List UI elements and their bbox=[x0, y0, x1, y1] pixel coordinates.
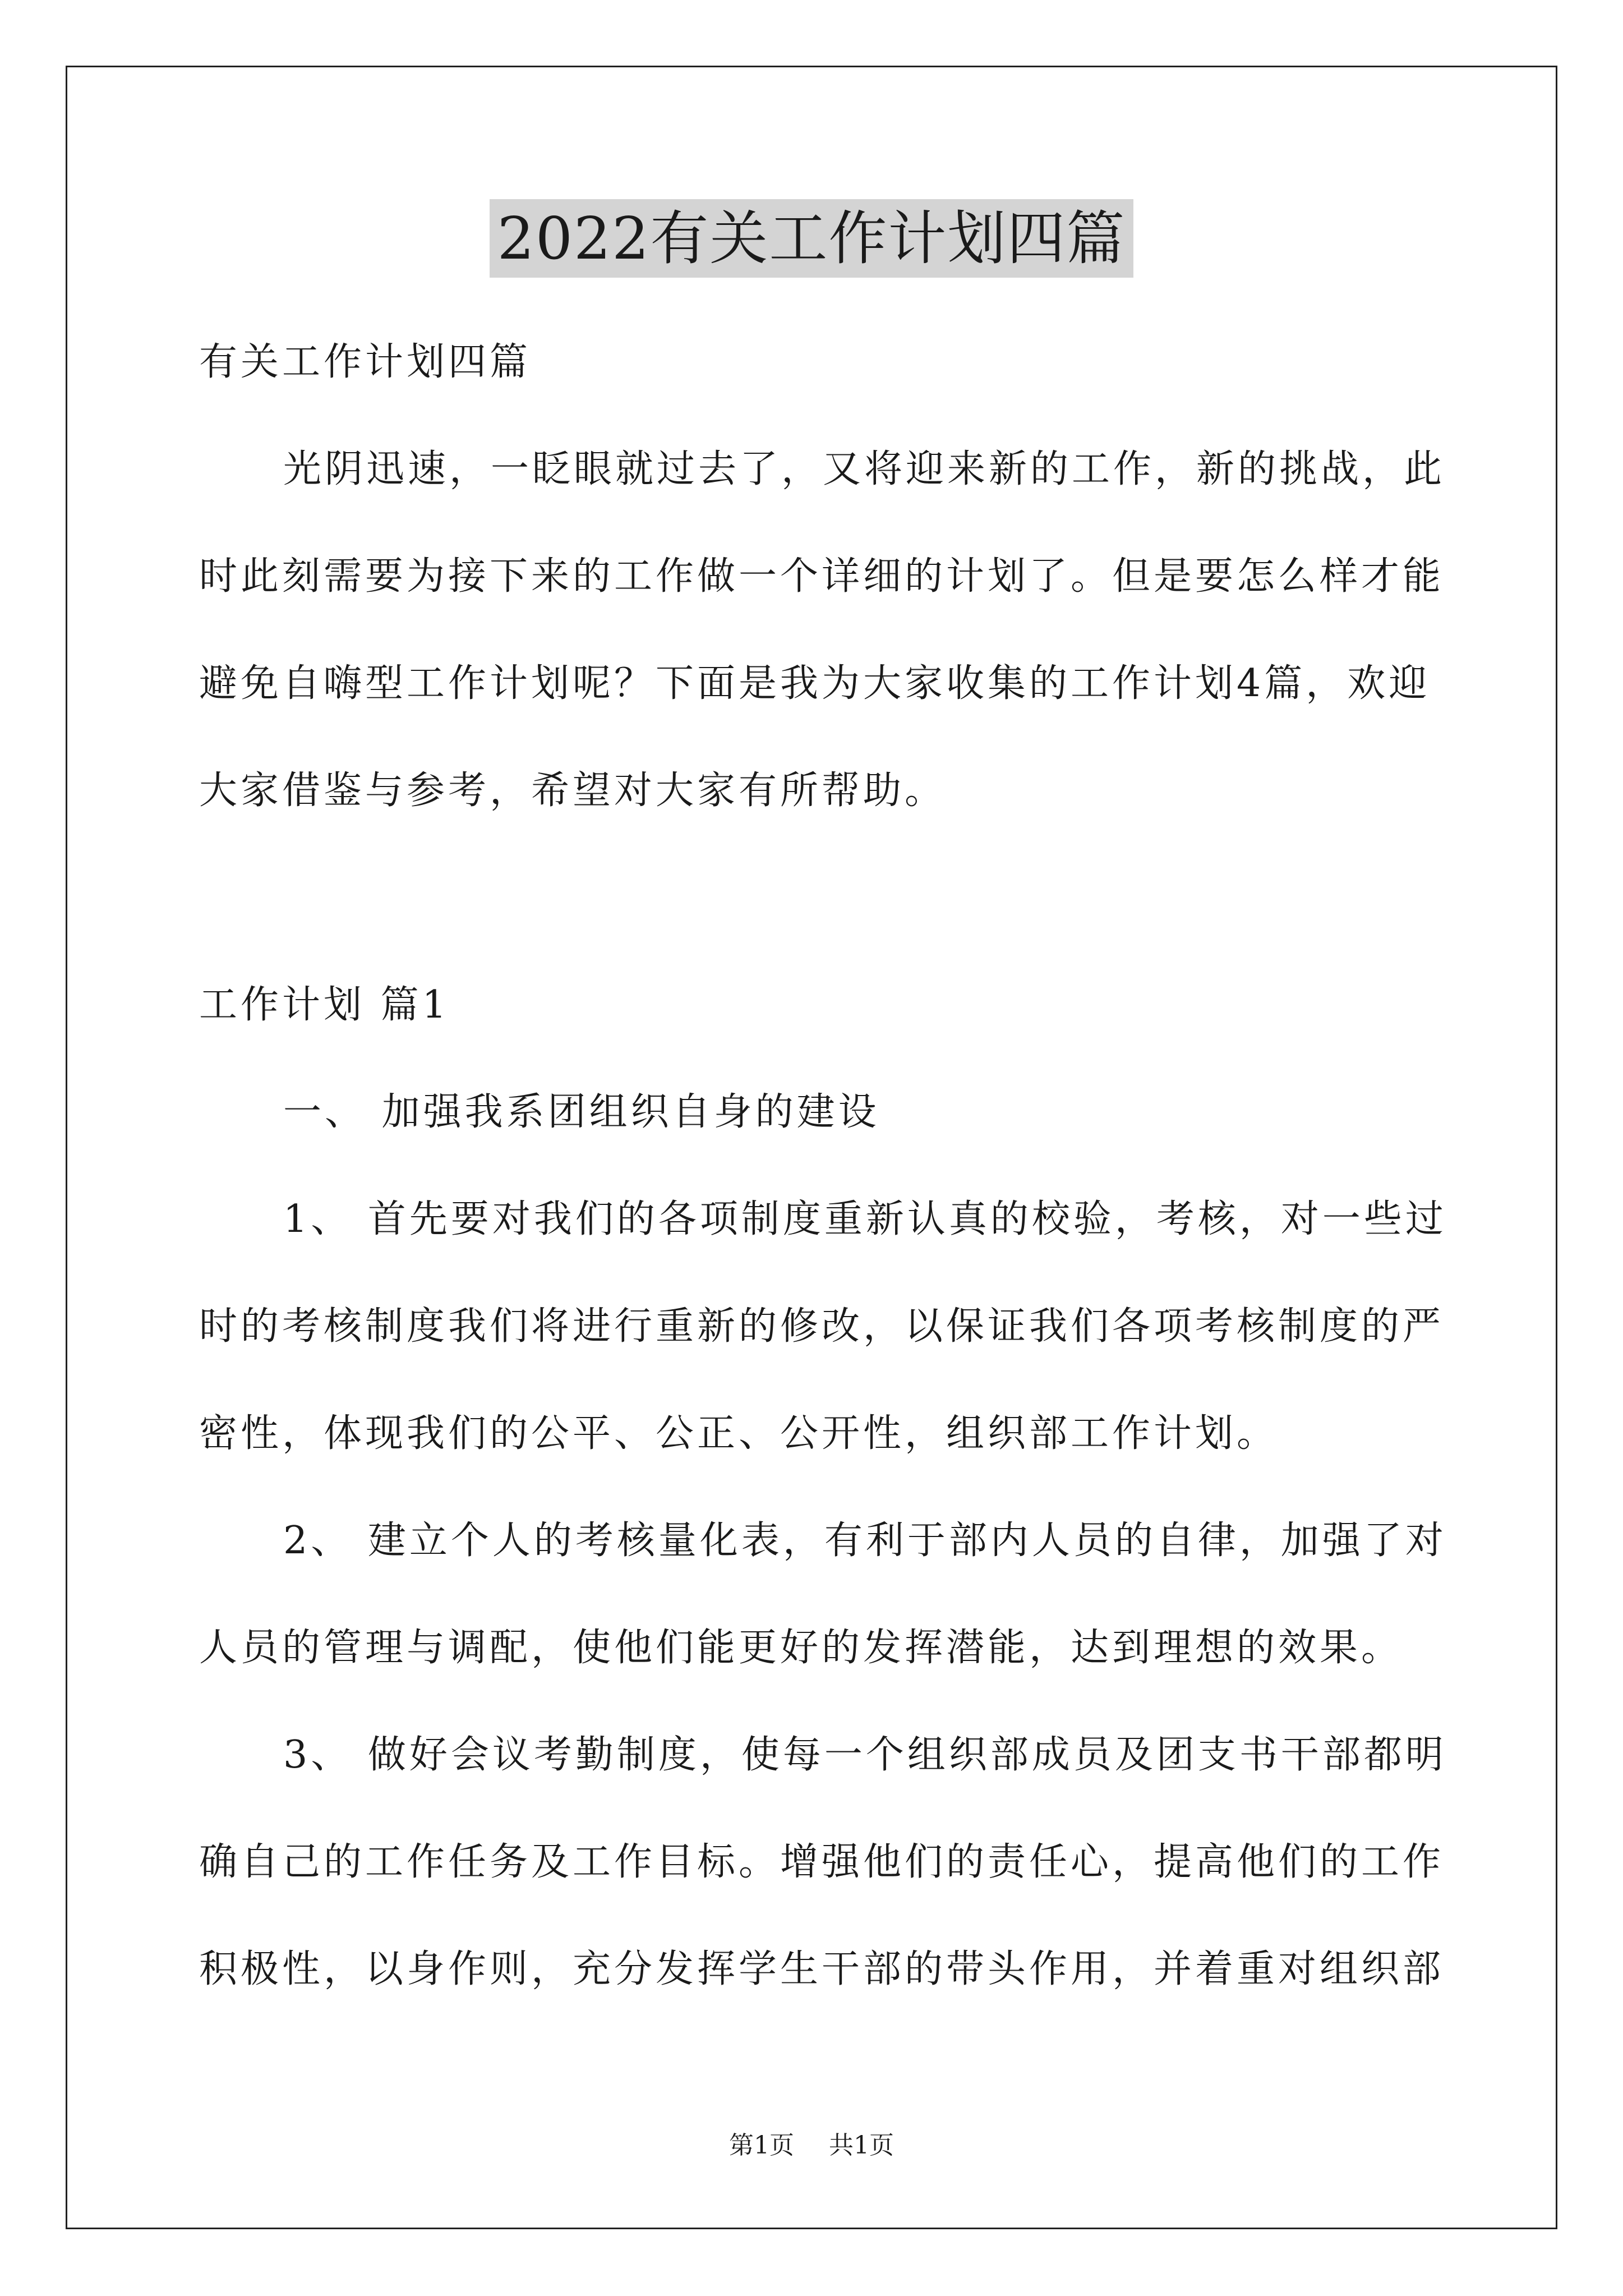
blank-line bbox=[199, 844, 1433, 951]
paragraph-line: 时的考核制度我们将进行重新的修改，以保证我们各项考核制度的严 bbox=[199, 1304, 1445, 1349]
paragraph-line: 密性，体现我们的公平、公正、公开性，组织部工作计划。 bbox=[199, 1411, 1279, 1456]
section-heading: 工作计划 篇1 bbox=[199, 983, 450, 1027]
intro-line: 大家借鉴与参考，希望对大家有所帮助。 bbox=[199, 769, 947, 813]
page-footer bbox=[0, 2129, 1623, 2162]
paragraph-line: 3、 做好会议考勤制度，使每一个组织部成员及团支书干部都明 bbox=[283, 1733, 1447, 1777]
document-body bbox=[199, 309, 1447, 2023]
document-title: 2022有关工作计划四篇 bbox=[490, 199, 1134, 278]
intro-line: 时此刻需要为接下来的工作做一个详细的计划了。但是要怎么样才能 bbox=[199, 554, 1445, 599]
paragraph-line: 2、 建立个人的考核量化表，有利于部内人员的自律，加强了对 bbox=[283, 1519, 1447, 1563]
document-title-wrap bbox=[0, 199, 1623, 278]
page-number: 第1页 bbox=[729, 2131, 794, 2160]
intro-line: 避免自嗨型工作计划呢？下面是我为大家收集的工作计划4篇，欢迎 bbox=[199, 661, 1431, 706]
document-subtitle: 有关工作计划四篇 bbox=[199, 340, 532, 384]
paragraph-line: 积极性，以身作则，充分发挥学生干部的带头作用，并着重对组织部 bbox=[199, 1947, 1445, 1991]
page-total: 共1页 bbox=[829, 2131, 894, 2160]
item-heading: 一、 加强我系团组织自身的建设 bbox=[283, 1090, 880, 1134]
paragraph-line: 人员的管理与调配，使他们能更好的发挥潜能，达到理想的效果。 bbox=[199, 1626, 1403, 1670]
paragraph-line: 确自己的工作任务及工作目标。增强他们的责任心，提高他们的工作 bbox=[199, 1840, 1445, 1884]
paragraph-line: 1、 首先要对我们的各项制度重新认真的校验，考核，对一些过 bbox=[283, 1197, 1447, 1241]
intro-line: 光阴迅速，一眨眼就过去了，又将迎来新的工作，新的挑战，此 bbox=[283, 447, 1446, 491]
